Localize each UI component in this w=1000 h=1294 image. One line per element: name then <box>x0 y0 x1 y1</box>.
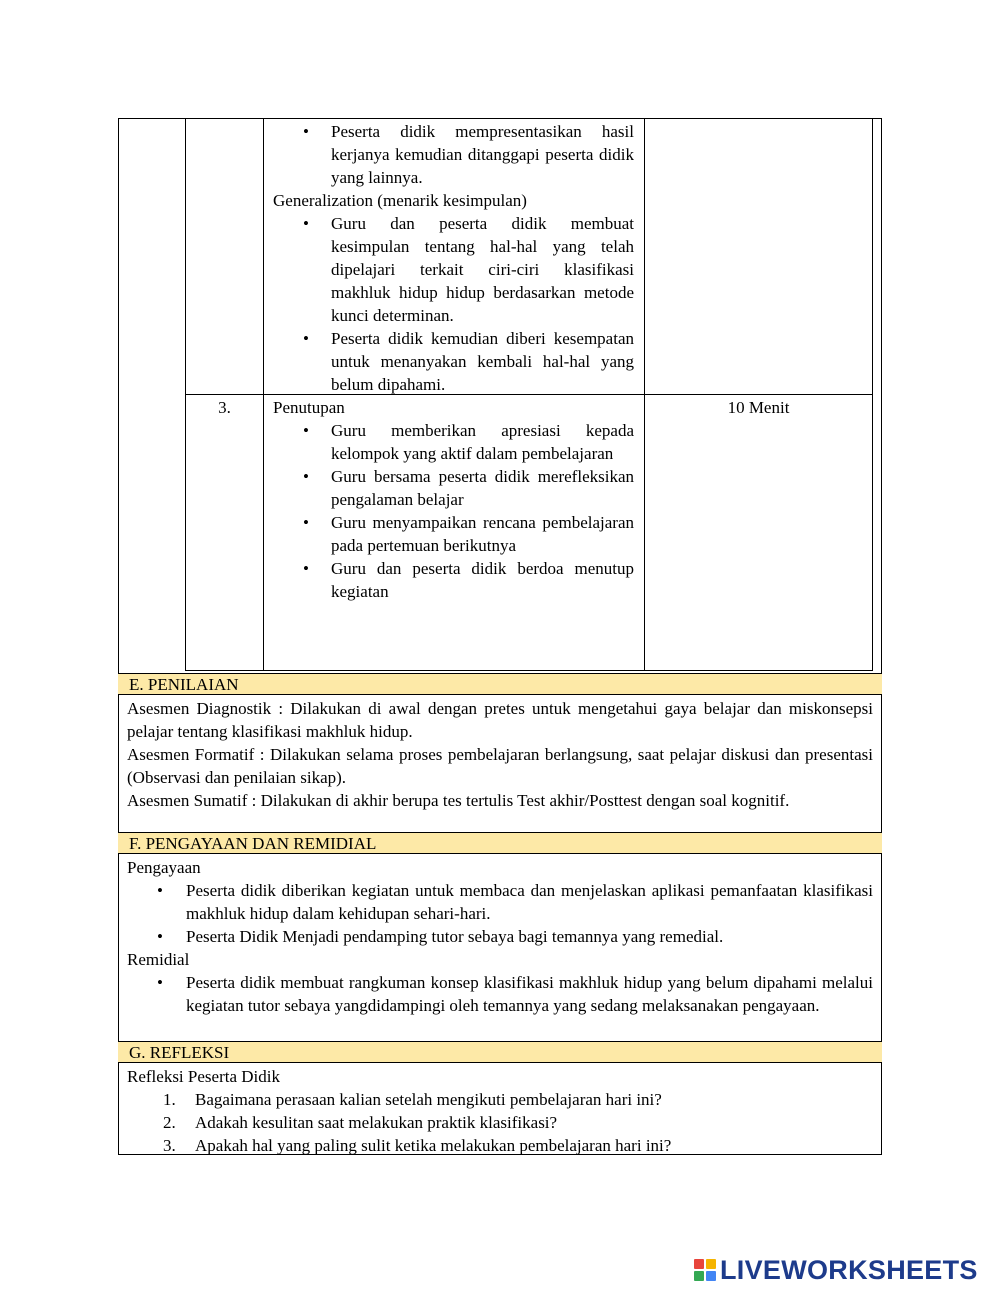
bullet-text: Peserta didik membuat rangkuman konsep klasifikasi makhluk hidup yang belum dipahami melalui kegiatan tutor sebaya yangdidampingi oleh temannya yang sedang melaksanakan pengayaan. <box>186 973 873 1015</box>
liveworksheets-logo <box>694 1253 978 1287</box>
section-heading-penilaian <box>118 673 882 695</box>
list-item <box>127 879 873 925</box>
pengayaan-body <box>127 856 873 1017</box>
penilaian-body <box>127 697 873 812</box>
item-number: 1. <box>163 1090 176 1109</box>
frame-outer-right <box>881 118 882 1155</box>
item-text: Bagaimana perasaan kalian setelah mengikuti pembelajaran hari ini? <box>195 1090 662 1109</box>
bullet-text: Peserta didik mempresentasikan hasil kerjanya kemudian ditanggapi peserta didik yang lainnya. <box>331 122 634 187</box>
frame-top <box>118 118 882 119</box>
list-item <box>273 419 634 465</box>
activity-continuation-cell <box>273 120 634 396</box>
closing-list <box>273 419 634 603</box>
section-heading-pengayaan <box>118 832 882 854</box>
logo-block <box>706 1271 716 1281</box>
list-item <box>273 511 634 557</box>
logo-text: LIVEWORKSHEETS <box>720 1254 978 1285</box>
closing-number: 3. <box>218 398 231 417</box>
list-item <box>273 212 634 327</box>
remidial-label: Remidial <box>127 950 190 969</box>
pengayaan-list <box>127 879 873 948</box>
pengayaan-label: Pengayaan <box>127 858 201 877</box>
refleksi-body <box>127 1065 873 1157</box>
section-title: E. PENILAIAN <box>129 675 239 694</box>
list-item <box>127 1134 873 1157</box>
list-item <box>273 327 634 396</box>
item-number: 2. <box>163 1113 176 1132</box>
list-item <box>127 1111 873 1134</box>
list-item <box>127 971 873 1017</box>
closing-activity-cell <box>273 396 634 603</box>
asesmen-formatif: Asesmen Formatif : Dilakukan selama proses pembelajaran berlangsung, saat pelajar diskusi dan presentasi (Observasi dan penilaian sikap). <box>127 745 873 787</box>
item-text: Adakah kesulitan saat melakukan praktik klasifikasi? <box>195 1113 558 1132</box>
asesmen-sumatif: Asesmen Sumatif : Dilakukan di akhir berupa tes tertulis Test akhir/Posttest dengan soal kognitif. <box>127 791 790 810</box>
section-title: G. REFLEKSI <box>129 1043 230 1062</box>
bullet-text: Peserta Didik Menjadi pendamping tutor sebaya bagi temannya yang remedial. <box>186 927 724 946</box>
bullet-text: Guru dan peserta didik membuat kesimpulan tentang hal-hal yang telah dipelajari terkait ciri-ciri klasifikasi makhluk hidup hidup berdasarkan metode kunci determinan. <box>331 214 634 325</box>
list-item <box>273 120 634 189</box>
list-item <box>273 465 634 511</box>
logo-block <box>694 1259 704 1269</box>
logo-blocks-icon <box>694 1259 716 1281</box>
asesmen-diagnostik: Asesmen Diagnostik : Dilakukan di awal dengan pretes untuk mengetahui gaya belajar dan miskonsepsi pelajar tentang klasifikasi makhluk hidup. <box>127 699 873 741</box>
frame-inner-bottom <box>185 670 873 671</box>
remidial-list <box>127 971 873 1017</box>
list-item <box>127 925 873 948</box>
closing-heading: Penutupan <box>273 398 345 417</box>
bullet-text: Guru dan peserta didik berdoa menutup kegiatan <box>331 559 634 601</box>
bullet-text: Guru memberikan apresiasi kepada kelompok yang aktif dalam pembelajaran <box>331 421 634 463</box>
logo-block <box>694 1271 704 1281</box>
bullet-text: Peserta didik diberikan kegiatan untuk membaca dan menjelaskan aplikasi pemanfaatan klasifikasi makhluk hidup dalam kehidupan sehari-hari. <box>186 881 873 923</box>
item-number: 3. <box>163 1136 176 1155</box>
continuation-list <box>273 120 634 189</box>
frame-outer-left <box>118 118 119 1155</box>
generalization-heading: Generalization (menarik kesimpulan) <box>273 191 527 210</box>
list-item <box>127 1088 873 1111</box>
bullet-text: Guru bersama peserta didik merefleksikan pengalaman belajar <box>331 467 634 509</box>
closing-duration: 10 Menit <box>727 398 790 417</box>
list-item <box>273 557 634 603</box>
bullet-text: Peserta didik kemudian diberi kesempatan untuk menanyakan kembali hal-hal yang belum dipahami. <box>331 329 634 394</box>
refleksi-list <box>127 1088 873 1157</box>
item-text: Apakah hal yang paling sulit ketika melakukan pembelajaran hari ini? <box>195 1136 672 1155</box>
refleksi-subheading: Refleksi Peserta Didik <box>127 1067 280 1086</box>
section-heading-refleksi <box>118 1041 882 1063</box>
logo-block <box>706 1259 716 1269</box>
bullet-text: Guru menyampaikan rencana pembelajaran pada pertemuan berikutnya <box>331 513 634 555</box>
section-title: F. PENGAYAAN DAN REMIDIAL <box>129 834 377 853</box>
generalization-list <box>273 212 634 396</box>
